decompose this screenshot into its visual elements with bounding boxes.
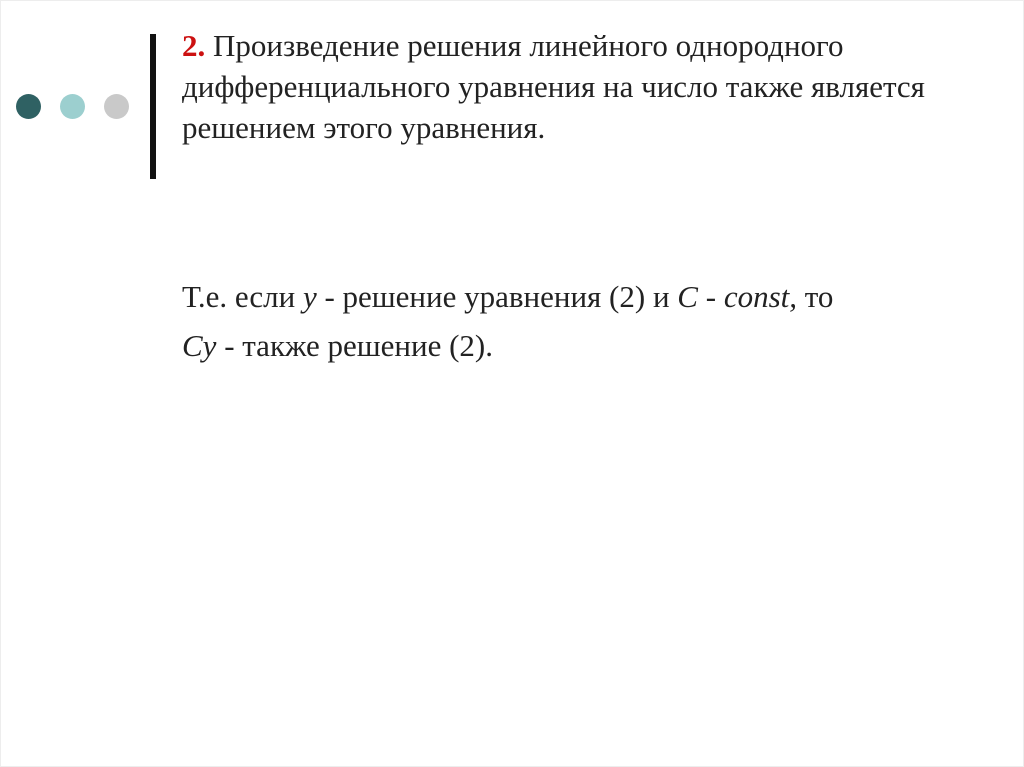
text-segment: - также решение (2). — [216, 328, 494, 363]
text-segment: - — [697, 279, 724, 314]
math-c: C — [677, 279, 698, 314]
statement-number: 2. — [182, 28, 206, 63]
explanation-text — [182, 272, 982, 370]
bullet-dot-light — [60, 94, 85, 119]
text-segment: то — [797, 279, 834, 314]
statement-heading — [182, 25, 982, 148]
math-cy: Cy — [182, 328, 217, 363]
math-const: const, — [723, 279, 797, 314]
explanation-line-2 — [182, 321, 982, 370]
vertical-divider — [150, 34, 156, 179]
math-y: y — [302, 279, 317, 314]
explanation-line-1 — [182, 272, 982, 321]
bullet-dot-dark — [16, 94, 41, 119]
text-segment: Т.е. если — [182, 279, 303, 314]
statement-text: Произведение решения линейного однородного дифференциального уравнения на число также является решением этого уравнения. — [182, 28, 925, 145]
bullet-dot-gray — [104, 94, 129, 119]
text-segment: - решение уравнения (2) и — [316, 279, 678, 314]
